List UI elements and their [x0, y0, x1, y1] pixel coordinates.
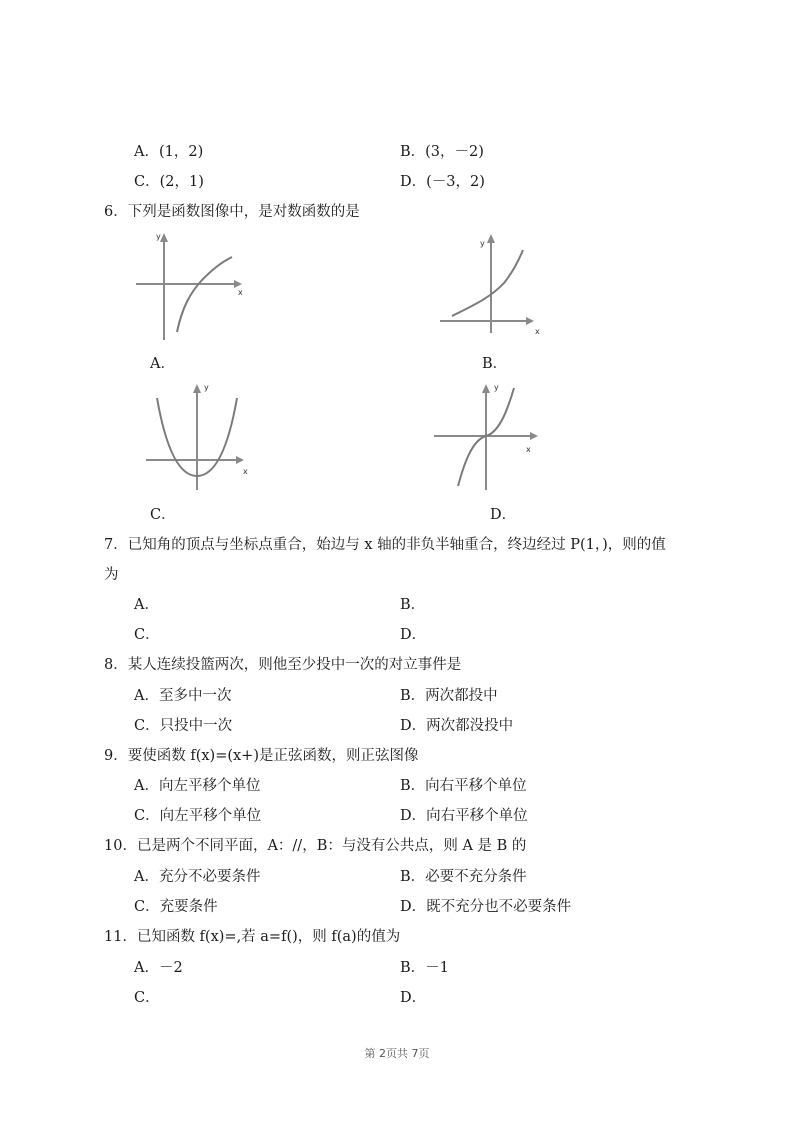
q8-option-b: B．两次都投中 [400, 688, 498, 704]
q8-option-a: A．至多中一次 [134, 688, 232, 704]
q8-stem: 8．某人连续投篮两次，则他至少投中一次的对立事件是 [104, 657, 462, 673]
q10-stem: 10．已是两个不同平面，A：//，B：与没有公共点，则 A 是 B 的 [104, 838, 527, 854]
q7-stem-line1: 7．已知角的顶点与坐标点重合，始边与 x 轴的非负半轴重合，终边经过 P(1，)，则的值 [104, 537, 666, 553]
q7-option-a: A． [134, 597, 159, 613]
q6-option-d: D． [490, 507, 517, 523]
q5-option-b: B．(3，－2) [400, 144, 484, 160]
q11-option-b: B．－1 [400, 960, 449, 976]
q10-option-d: D．既不充分也不必要条件 [400, 899, 572, 915]
graph-d-y-label: y [494, 383, 499, 392]
q8-option-c: C．只投中一次 [134, 718, 233, 734]
q10-option-c: C．充要条件 [134, 899, 218, 915]
q5-option-d: D．(－3，2) [400, 174, 485, 190]
q7-option-d: D． [400, 627, 427, 643]
graph-b-x-label: x [535, 327, 540, 336]
graph-a-x-label: x [238, 288, 243, 297]
q11-option-c: C． [134, 990, 160, 1006]
graph-c-y-label: y [204, 383, 209, 392]
q11-option-d: D． [400, 990, 427, 1006]
graph-c-x-label: x [243, 467, 248, 476]
q10-option-b: B．必要不充分条件 [400, 869, 527, 885]
q9-option-b: B．向右平移个单位 [400, 778, 527, 794]
q5-option-c: C．(2，1) [134, 174, 204, 190]
graph-a-y-label: y [156, 232, 161, 241]
q6-graph-c [140, 378, 255, 496]
q6-option-c: C． [150, 507, 176, 523]
q7-stem-line2: 为 [104, 567, 119, 583]
q6-option-a: A． [150, 356, 175, 372]
q7-option-b: B． [400, 597, 426, 613]
q9-option-c: C．向左平移个单位 [134, 808, 262, 824]
q6-stem: 6．下列是函数图像中，是对数函数的是 [104, 204, 360, 220]
q6-graph-a [130, 225, 255, 345]
graph-d-x-label: x [526, 445, 531, 454]
q9-option-a: A．向左平移个单位 [134, 778, 261, 794]
q6-graph-d [430, 378, 550, 496]
q7-option-c: C． [134, 627, 160, 643]
q8-option-d: D．两次都没投中 [400, 718, 514, 734]
q9-stem: 9．要使函数 f(x)=(x+)是正弦函数，则正弦图像 [104, 748, 419, 764]
graph-b-y-label: y [480, 239, 485, 248]
page-footer: 第 2页共 7页 [364, 1047, 430, 1060]
q11-stem: 11．已知函数 f(x)=,若 a=f()，则 f(a)的值为 [104, 929, 401, 945]
q10-option-a: A．充分不必要条件 [134, 869, 261, 885]
q11-option-a: A．－2 [134, 960, 183, 976]
q9-option-d: D．向右平移个单位 [400, 808, 528, 824]
q5-option-a: A．(1，2) [134, 144, 204, 160]
q6-option-b: B． [482, 356, 508, 372]
q6-graph-b [432, 228, 547, 340]
